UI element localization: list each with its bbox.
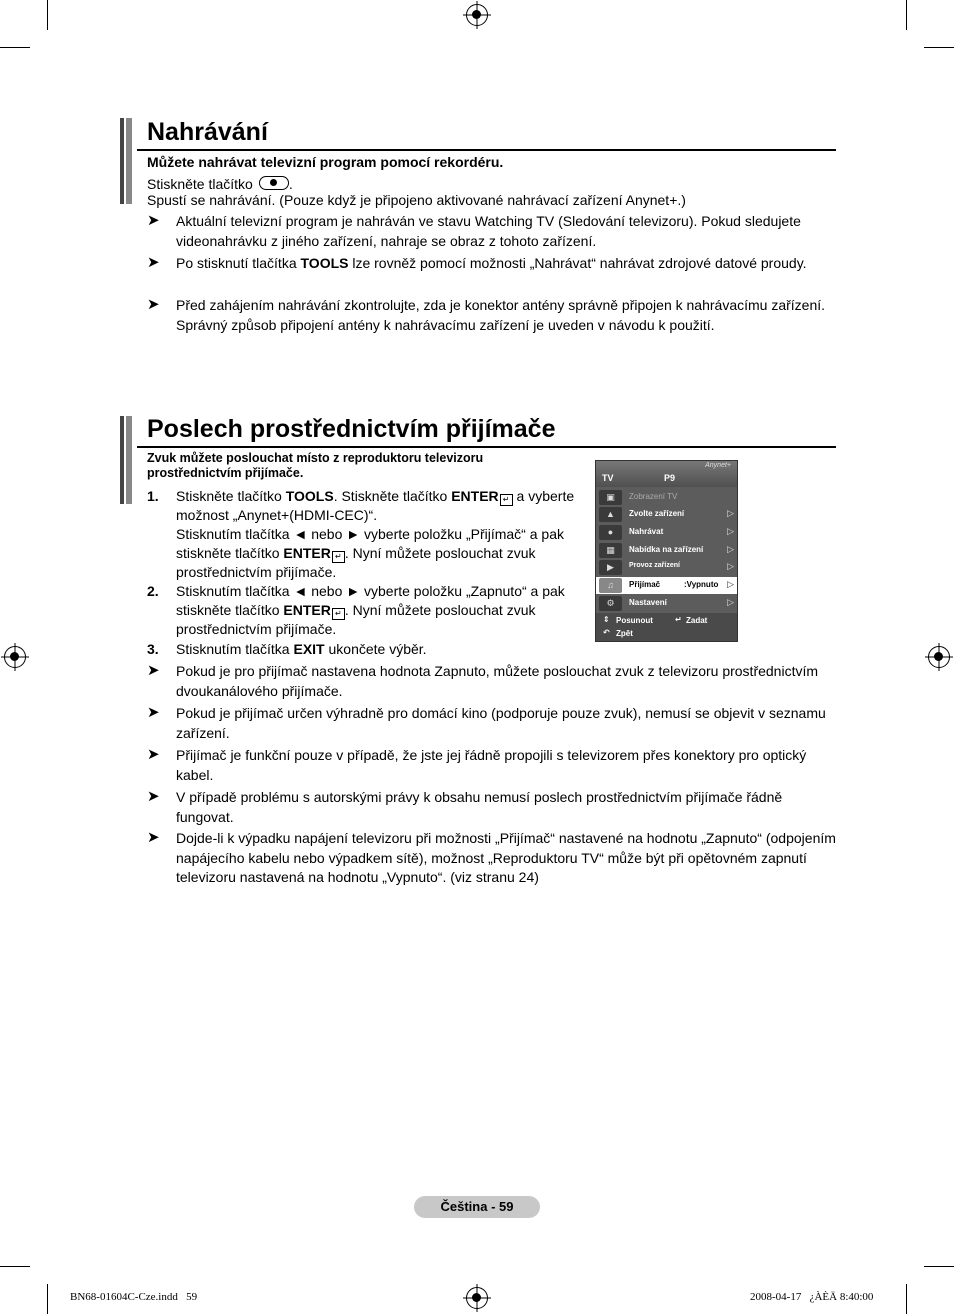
crop-mark [47, 1284, 48, 1314]
note-item [147, 829, 837, 888]
registration-mark-icon [4, 646, 26, 668]
note-text: Aktuální televizní program je nahráván ve stavu Watching TV (Sledování televizoru). Pokud sledujete videonahrávku z jiného zařízení, nahraje se obraz z tohoto zařízení. [176, 213, 801, 249]
submenu-arrow-icon: ▷ [727, 561, 734, 571]
section-marker [120, 416, 132, 504]
osd-item-device-operation[interactable]: ▶ Provoz zařízení ▷ [596, 559, 737, 576]
press-label: Stiskněte tlačítko [147, 176, 253, 192]
osd-channel: P9 [664, 473, 676, 483]
note-arrow-icon: ➤ [147, 296, 160, 313]
note-text: V případě problému s autorskými právy k obsahu nemusí poslech prostřednictvím přijímače řádně fungovat. [176, 789, 783, 825]
footer-move-label: Posunout [616, 616, 653, 625]
press-after: . [288, 176, 293, 192]
note-item [147, 254, 837, 274]
note-text: Přijímač je funkční pouze v případě, že jste jej řádně propojili s televizorem přes konektory pro optický kabel. [176, 747, 807, 783]
submenu-arrow-icon: ▷ [727, 597, 734, 607]
section-title-receiver: Poslech prostřednictvím přijímače [147, 415, 556, 443]
note-item [147, 662, 837, 701]
title-rule [137, 149, 836, 151]
submenu-arrow-icon: ▷ [727, 579, 734, 589]
back-icon: ↶ [603, 628, 610, 637]
note-text: Pokud je přijímač určen výhradně pro domácí kino (podporuje pouze zvuk), nemusí se objevit v seznamu zařízení. [176, 705, 826, 741]
submenu-arrow-icon: ▷ [727, 526, 734, 536]
note-arrow-icon: ➤ [147, 746, 160, 763]
enter-icon: ↵ [332, 608, 345, 620]
note-arrow-icon: ➤ [147, 788, 160, 805]
press-result: Spustí se nahrávání. (Pouze když je připojeno aktivované nahrávací zařízení Anynet+.) [147, 192, 686, 208]
submenu-arrow-icon: ▷ [727, 544, 734, 554]
menu-icon: ▦ [599, 543, 622, 558]
osd-source: TV [602, 473, 614, 483]
note-arrow-icon: ➤ [147, 254, 160, 271]
enter-icon: ↵ [332, 551, 345, 563]
anynet-logo: Anynet+ [705, 462, 731, 469]
receiver-icon: ♫ [599, 578, 622, 593]
note-item [147, 746, 837, 785]
osd-item-select-device[interactable]: ▲ Zvolte zařízení ▷ [596, 506, 737, 523]
section-title-recording: Nahrávání [147, 118, 268, 146]
device-icon: ▲ [599, 507, 622, 522]
osd-item-view-tv[interactable]: ▣ Zobrazení TV [596, 489, 737, 506]
crop-mark [0, 47, 30, 48]
section-intro: Můžete nahrávat televizní program pomocí rekordéru. [147, 154, 504, 170]
crop-mark [924, 47, 954, 48]
note-arrow-icon: ➤ [147, 704, 160, 721]
note-item [147, 704, 837, 743]
page-number-badge: Čeština - 59 [414, 1196, 540, 1218]
note-text: Pokud je pro přijímač nastavena hodnota Zapnuto, můžete poslouchat zvuk z televizoru prostřednictvím dvoukanálového přijímače. [176, 663, 819, 699]
updown-icon: ⇕ [603, 615, 610, 624]
enter-icon: ↵ [675, 615, 682, 624]
crop-mark [924, 1266, 954, 1267]
registration-mark-icon [928, 646, 950, 668]
crop-mark [47, 0, 48, 30]
osd-item-settings[interactable]: ⚙ Nastavení ▷ [596, 595, 737, 612]
note-arrow-icon: ➤ [147, 829, 160, 846]
submenu-arrow-icon: ▷ [727, 508, 734, 518]
footer-back-label: Zpět [616, 629, 633, 638]
note-item [147, 296, 837, 335]
title-rule [137, 446, 836, 448]
record-icon: ● [599, 525, 622, 540]
crop-mark [906, 1284, 907, 1314]
osd-item-receiver[interactable]: ♫ Přijímač :Vypnuto ▷ [596, 577, 737, 594]
section-marker [120, 118, 132, 204]
imprint-right: 2008-04-17 ¿ÀÈÄ 8:40:00 [750, 1291, 874, 1303]
footer-enter-label: Zadat [686, 616, 708, 625]
record-button-icon [259, 176, 289, 190]
note-text: Po stisknutí tlačítka TOOLS lze rovněž pomocí možnosti „Nahrávat“ nahrávat zdrojové datové proudy. [176, 255, 807, 271]
registration-mark-icon [466, 1287, 488, 1309]
registration-mark-icon [466, 4, 488, 26]
section-intro: Zvuk můžete poslouchat místo z reproduktoru televizoru prostřednictvím přijímače. [147, 451, 484, 480]
osd-item-record[interactable]: ● Nahrávat ▷ [596, 524, 737, 541]
note-text: Před zahájením nahrávání zkontrolujte, zda je konektor antény správně připojen k nahrávacímu zařízení. Správný způsob připojení antény k nahrávacímu zařízení je uveden v návodu k použití. [176, 297, 826, 333]
note-item [147, 212, 837, 251]
crop-mark [0, 1266, 30, 1267]
step-2: 2. Stisknutím tlačítka ◄ nebo ► vyberte položku „Zapnuto“ a pak stiskněte tlačítko ENTER ↵ . Nyní můžete poslouchat zvuk prostřednictvím přijímače. [147, 583, 565, 637]
gear-icon: ⚙ [599, 596, 622, 611]
note-text: Dojde-li k výpadku napájení televizoru při možnosti „Přijímač“ nastavené na hodnotu „Zapnuto“ (odpojením napájecího kabelu nebo výpadkem sítě), možnost „Reproduktoru TV“ může být při opětovném zapnutí televizoru nastavená na hodnotu „Vypnuto“. (viz stranu 24) [176, 830, 836, 885]
osd-header [596, 461, 737, 487]
note-arrow-icon: ➤ [147, 662, 160, 679]
crop-mark [906, 0, 907, 30]
tv-icon: ▣ [599, 490, 622, 505]
imprint-left: BN68-01604C-Cze.indd 59 [70, 1291, 198, 1303]
step-3: 3. Stisknutím tlačítka EXIT ukončete výběr. [147, 641, 427, 657]
step-1: 1. Stiskněte tlačítko TOOLS. Stiskněte tlačítko ENTER ↵ a vyberte možnost „Anynet+(HDMI-CEC)“. Stisknutím tlačítka ◄ nebo ► vyberte položku „Přijímač“ a pak stiskněte tlačítko ENTER ↵ . Nyní můžete poslouchat zvuk prostřednictvím přijímače. [147, 488, 575, 580]
osd-footer [596, 613, 737, 641]
note-item [147, 788, 837, 827]
operation-icon: ▶ [599, 560, 622, 575]
note-arrow-icon: ➤ [147, 212, 160, 229]
osd-item-device-menu[interactable]: ▦ Nabídka na zařízení ▷ [596, 542, 737, 559]
enter-icon: ↵ [500, 494, 513, 506]
anynet-osd-menu [595, 460, 738, 642]
receiver-value: :Vypnuto [684, 580, 719, 589]
